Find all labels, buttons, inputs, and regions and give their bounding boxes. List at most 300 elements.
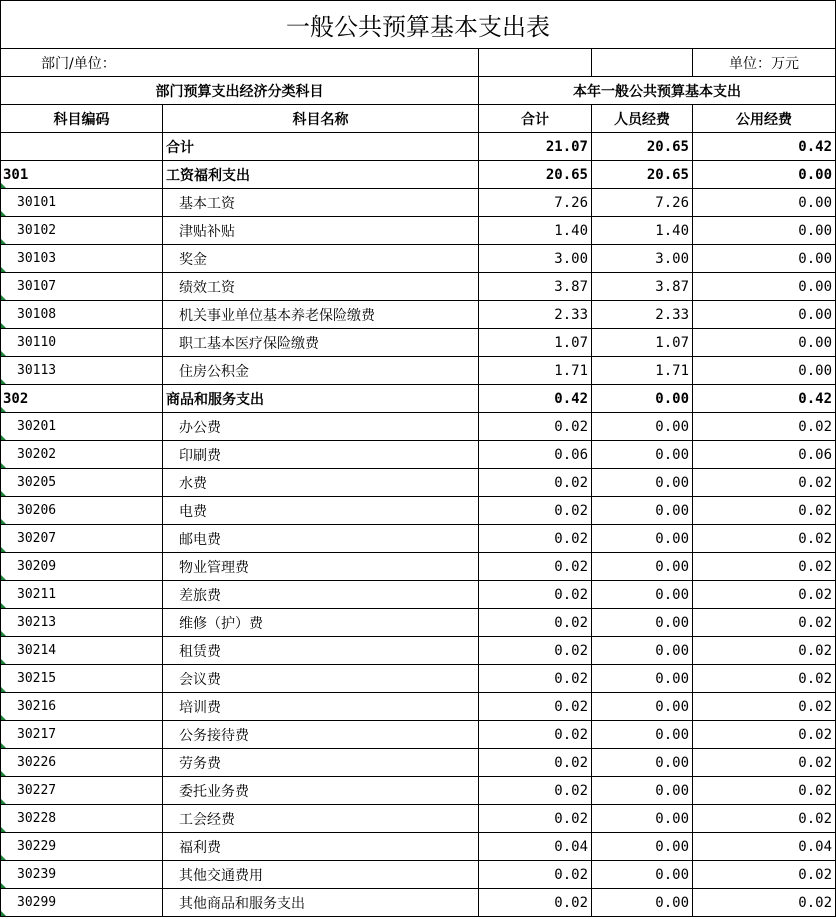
cell-total-text: 3.00	[554, 250, 588, 267]
cell-name	[163, 553, 479, 581]
cell-total	[479, 301, 592, 329]
cell-code-text: 30113	[17, 363, 57, 378]
cell-public-text: 0.04	[798, 838, 832, 855]
cell-total	[479, 525, 592, 553]
cell-code-text: 30229	[17, 839, 57, 854]
column-header-row	[1, 105, 836, 133]
cell-personnel-text: 0.00	[655, 474, 689, 491]
cell-public-text: 0.02	[798, 698, 832, 715]
cell-comment-marker-icon	[1, 519, 6, 524]
cell-public	[693, 889, 836, 917]
table-row	[1, 469, 836, 497]
cell-public-text: 0.00	[798, 334, 832, 351]
cell-comment-marker-icon	[1, 715, 6, 720]
cell-public-text: 0.42	[798, 390, 832, 407]
cell-personnel	[592, 665, 693, 693]
cell-code	[1, 273, 163, 301]
cell-code	[1, 861, 163, 889]
table-row	[1, 413, 836, 441]
cell-personnel	[592, 805, 693, 833]
cell-personnel-text: 0.00	[655, 558, 689, 575]
cell-name-text: 差旅费	[179, 587, 221, 604]
cell-public	[693, 665, 836, 693]
cell-total	[479, 833, 592, 861]
cell-public	[693, 749, 836, 777]
cell-code-text: 30209	[17, 559, 57, 574]
cell-name	[163, 833, 479, 861]
cell-public	[693, 133, 836, 161]
cell-name-text: 邮电费	[179, 531, 221, 548]
table-row	[1, 665, 836, 693]
cell-total	[479, 497, 592, 525]
cell-total-text: 0.02	[554, 782, 588, 799]
cell-public-text: 0.00	[798, 362, 832, 379]
cell-comment-marker-icon	[1, 323, 6, 328]
cell-total-text: 1.07	[554, 334, 588, 351]
cell-name-text: 办公费	[179, 419, 221, 436]
cell-public-text: 0.02	[798, 866, 832, 883]
cell-personnel	[592, 329, 693, 357]
cell-code	[1, 805, 163, 833]
table-row	[1, 693, 836, 721]
cell-total-text: 21.07	[545, 138, 588, 155]
cell-name-text: 会议费	[179, 671, 221, 688]
cell-personnel	[592, 777, 693, 805]
cell-name	[163, 525, 479, 553]
cell-name-text: 机关事业单位基本养老保险缴费	[179, 307, 375, 324]
table-row	[1, 525, 836, 553]
cell-public	[693, 329, 836, 357]
table-row	[1, 889, 836, 917]
cell-name-text: 维修（护）费	[179, 615, 263, 632]
cell-name	[163, 161, 479, 189]
cell-total	[479, 637, 592, 665]
cell-code-text: 30202	[17, 447, 57, 462]
cell-code	[1, 665, 163, 693]
cell-code-text: 30107	[17, 279, 57, 294]
cell-personnel-text: 0.00	[655, 726, 689, 743]
cell-public	[693, 721, 836, 749]
cell-name	[163, 245, 479, 273]
cell-public	[693, 385, 836, 413]
cell-comment-marker-icon	[1, 183, 6, 188]
cell-personnel-text: 0.00	[655, 390, 689, 407]
cell-personnel	[592, 693, 693, 721]
cell-code	[1, 301, 163, 329]
cell-public-text: 0.02	[798, 614, 832, 631]
cell-public	[693, 525, 836, 553]
cell-name-text: 其他交通费用	[179, 867, 263, 884]
cell-total-text: 1.71	[554, 362, 588, 379]
cell-code-text: 30217	[17, 727, 57, 742]
cell-total-text: 0.02	[554, 726, 588, 743]
cell-personnel-text: 0.00	[655, 502, 689, 519]
cell-code	[1, 889, 163, 917]
cell-personnel-text: 0.00	[655, 446, 689, 463]
cell-name	[163, 357, 479, 385]
cell-name-text: 培训费	[179, 699, 221, 716]
info-blank-cell	[592, 49, 693, 77]
table-row	[1, 133, 836, 161]
cell-code-text: 30103	[17, 251, 57, 266]
cell-name	[163, 133, 479, 161]
cell-total-text: 0.42	[554, 390, 588, 407]
cell-personnel-text: 3.00	[655, 250, 689, 267]
cell-code	[1, 749, 163, 777]
cell-comment-marker-icon	[1, 631, 6, 636]
cell-name	[163, 189, 479, 217]
cell-name	[163, 889, 479, 917]
table-row	[1, 301, 836, 329]
cell-public	[693, 833, 836, 861]
cell-personnel-text: 7.26	[655, 194, 689, 211]
cell-personnel	[592, 469, 693, 497]
header-name: 科目名称	[163, 105, 479, 133]
cell-comment-marker-icon	[1, 407, 6, 412]
cell-personnel	[592, 413, 693, 441]
cell-total-text: 20.65	[545, 166, 588, 183]
cell-total-text: 0.02	[554, 670, 588, 687]
table-row	[1, 189, 836, 217]
cell-comment-marker-icon	[1, 855, 6, 860]
cell-personnel	[592, 273, 693, 301]
cell-public-text: 0.02	[798, 586, 832, 603]
cell-name	[163, 721, 479, 749]
cell-public	[693, 553, 836, 581]
cell-comment-marker-icon	[1, 771, 6, 776]
cell-name	[163, 329, 479, 357]
cell-total-text: 3.87	[554, 278, 588, 295]
cell-personnel	[592, 749, 693, 777]
cell-total	[479, 329, 592, 357]
cell-public-text: 0.02	[798, 754, 832, 771]
cell-personnel	[592, 609, 693, 637]
cell-name-text: 印刷费	[179, 447, 221, 464]
header-public: 公用经费	[693, 105, 836, 133]
cell-public	[693, 777, 836, 805]
cell-name	[163, 777, 479, 805]
cell-total-text: 0.02	[554, 418, 588, 435]
cell-comment-marker-icon	[1, 827, 6, 832]
cell-code-text: 30110	[17, 335, 57, 350]
cell-code	[1, 777, 163, 805]
cell-code	[1, 189, 163, 217]
cell-personnel-text: 0.00	[655, 782, 689, 799]
table-row	[1, 329, 836, 357]
cell-personnel-text: 0.00	[655, 866, 689, 883]
cell-total-text: 0.02	[554, 866, 588, 883]
table-row	[1, 217, 836, 245]
cell-total	[479, 889, 592, 917]
cell-public-text: 0.02	[798, 418, 832, 435]
cell-total	[479, 441, 592, 469]
cell-name	[163, 217, 479, 245]
cell-name-text: 其他商品和服务支出	[179, 895, 305, 912]
cell-personnel	[592, 441, 693, 469]
table-row	[1, 385, 836, 413]
cell-code	[1, 553, 163, 581]
cell-total	[479, 665, 592, 693]
cell-comment-marker-icon	[1, 463, 6, 468]
cell-code-text: 30207	[17, 531, 57, 546]
cell-code	[1, 441, 163, 469]
cell-personnel-text: 0.00	[655, 530, 689, 547]
cell-personnel-text: 3.87	[655, 278, 689, 295]
cell-personnel	[592, 581, 693, 609]
cell-name-text: 劳务费	[179, 755, 221, 772]
cell-code	[1, 217, 163, 245]
cell-comment-marker-icon	[1, 547, 6, 552]
cell-name-text: 职工基本医疗保险缴费	[179, 335, 319, 352]
cell-code	[1, 581, 163, 609]
cell-public-text: 0.00	[798, 222, 832, 239]
cell-name-text: 住房公积金	[179, 363, 249, 380]
cell-public	[693, 357, 836, 385]
table-row	[1, 581, 836, 609]
cell-total-text: 7.26	[554, 194, 588, 211]
cell-personnel	[592, 721, 693, 749]
cell-name	[163, 273, 479, 301]
cell-public-text: 0.02	[798, 810, 832, 827]
cell-code	[1, 469, 163, 497]
cell-total	[479, 553, 592, 581]
cell-personnel	[592, 133, 693, 161]
cell-comment-marker-icon	[1, 295, 6, 300]
info-row	[1, 49, 836, 77]
cell-name-text: 奖金	[179, 251, 207, 268]
cell-code-text: 30206	[17, 503, 57, 518]
cell-public	[693, 441, 836, 469]
cell-comment-marker-icon	[1, 659, 6, 664]
cell-public	[693, 581, 836, 609]
cell-personnel-text: 0.00	[655, 642, 689, 659]
cell-code-text: 30215	[17, 671, 57, 686]
cell-name	[163, 693, 479, 721]
cell-personnel-text: 1.40	[655, 222, 689, 239]
table-row	[1, 245, 836, 273]
cell-total	[479, 581, 592, 609]
cell-code-text: 30108	[17, 307, 57, 322]
cell-total-text: 0.02	[554, 754, 588, 771]
cell-comment-marker-icon	[1, 267, 6, 272]
cell-public	[693, 189, 836, 217]
cell-total-text: 0.02	[554, 502, 588, 519]
cell-public	[693, 245, 836, 273]
cell-total	[479, 133, 592, 161]
cell-public	[693, 273, 836, 301]
cell-code-text: 30214	[17, 643, 57, 658]
cell-total	[479, 805, 592, 833]
cell-public	[693, 609, 836, 637]
cell-total-text: 0.02	[554, 698, 588, 715]
group-header-left: 部门预算支出经济分类科目	[1, 77, 479, 105]
cell-total-text: 2.33	[554, 306, 588, 323]
cell-code-text: 30205	[17, 475, 57, 490]
cell-total-text: 0.02	[554, 530, 588, 547]
cell-personnel	[592, 637, 693, 665]
table-row	[1, 273, 836, 301]
cell-total	[479, 217, 592, 245]
unit-label: 单位：万元	[693, 49, 836, 77]
cell-public-text: 0.00	[798, 194, 832, 211]
cell-total	[479, 189, 592, 217]
cell-name	[163, 861, 479, 889]
cell-public-text: 0.00	[798, 278, 832, 295]
cell-comment-marker-icon	[1, 883, 6, 888]
cell-name	[163, 749, 479, 777]
cell-personnel	[592, 217, 693, 245]
cell-total	[479, 721, 592, 749]
cell-personnel	[592, 497, 693, 525]
cell-code-text: 30239	[17, 867, 57, 882]
cell-comment-marker-icon	[1, 211, 6, 216]
table-row	[1, 497, 836, 525]
cell-personnel-text: 20.65	[646, 138, 689, 155]
table-row	[1, 609, 836, 637]
cell-total-text: 0.02	[554, 558, 588, 575]
cell-total	[479, 385, 592, 413]
cell-code	[1, 721, 163, 749]
cell-personnel-text: 0.00	[655, 614, 689, 631]
cell-name	[163, 581, 479, 609]
cell-name	[163, 665, 479, 693]
cell-code	[1, 161, 163, 189]
cell-public-text: 0.02	[798, 502, 832, 519]
cell-comment-marker-icon	[1, 379, 6, 384]
cell-public	[693, 693, 836, 721]
cell-name-text: 物业管理费	[179, 559, 249, 576]
cell-code	[1, 609, 163, 637]
cell-code	[1, 133, 163, 161]
cell-name-text: 绩效工资	[179, 279, 235, 296]
cell-public-text: 0.02	[798, 726, 832, 743]
cell-public	[693, 497, 836, 525]
cell-total	[479, 413, 592, 441]
cell-public	[693, 469, 836, 497]
cell-personnel	[592, 385, 693, 413]
cell-public-text: 0.00	[798, 250, 832, 267]
cell-code-text: 30201	[17, 419, 57, 434]
cell-comment-marker-icon	[1, 603, 6, 608]
cell-personnel	[592, 861, 693, 889]
cell-name-text: 租赁费	[179, 643, 221, 660]
cell-total	[479, 861, 592, 889]
cell-code-text: 30227	[17, 783, 57, 798]
cell-code-text: 30216	[17, 699, 57, 714]
cell-personnel-text: 0.00	[655, 418, 689, 435]
cell-code	[1, 693, 163, 721]
cell-public-text: 0.02	[798, 894, 832, 911]
cell-code	[1, 497, 163, 525]
cell-total-text: 0.02	[554, 810, 588, 827]
cell-name	[163, 413, 479, 441]
cell-personnel	[592, 245, 693, 273]
cell-code	[1, 637, 163, 665]
cell-personnel-text: 20.65	[646, 166, 689, 183]
cell-code-text: 30228	[17, 811, 57, 826]
cell-name	[163, 609, 479, 637]
cell-personnel-text: 1.71	[655, 362, 689, 379]
cell-code-text: 30101	[17, 195, 57, 210]
cell-name-text: 委托业务费	[179, 783, 249, 800]
cell-name-text: 电费	[179, 503, 207, 520]
cell-total	[479, 273, 592, 301]
cell-name-text: 水费	[179, 475, 207, 492]
cell-personnel-text: 1.07	[655, 334, 689, 351]
cell-total-text: 0.02	[554, 894, 588, 911]
cell-total-text: 0.06	[554, 446, 588, 463]
cell-comment-marker-icon	[1, 491, 6, 496]
group-header-right: 本年一般公共预算基本支出	[479, 77, 836, 105]
cell-personnel	[592, 525, 693, 553]
cell-name	[163, 469, 479, 497]
cell-total	[479, 749, 592, 777]
table-row	[1, 161, 836, 189]
cell-public	[693, 413, 836, 441]
cell-comment-marker-icon	[1, 799, 6, 804]
table-row	[1, 357, 836, 385]
cell-personnel	[592, 833, 693, 861]
cell-public-text: 0.02	[798, 670, 832, 687]
cell-name	[163, 637, 479, 665]
cell-personnel	[592, 161, 693, 189]
cell-public-text: 0.02	[798, 782, 832, 799]
cell-code-text: 30211	[17, 587, 57, 602]
cell-code	[1, 357, 163, 385]
table-row	[1, 777, 836, 805]
cell-public-text: 0.02	[798, 474, 832, 491]
cell-comment-marker-icon	[1, 351, 6, 356]
cell-total-text: 0.02	[554, 474, 588, 491]
cell-personnel-text: 0.00	[655, 586, 689, 603]
cell-code-text: 30226	[17, 755, 57, 770]
cell-public	[693, 805, 836, 833]
cell-comment-marker-icon	[1, 911, 6, 916]
cell-personnel	[592, 553, 693, 581]
cell-name-text: 基本工资	[179, 195, 235, 212]
cell-personnel-text: 2.33	[655, 306, 689, 323]
table-row	[1, 637, 836, 665]
cell-total	[479, 777, 592, 805]
cell-name-text: 津贴补贴	[179, 223, 235, 240]
cell-name-text: 工资福利支出	[166, 167, 250, 184]
cell-name-text: 工会经费	[179, 811, 235, 828]
table-row	[1, 861, 836, 889]
cell-code-text: 30102	[17, 223, 57, 238]
cell-personnel-text: 0.00	[655, 810, 689, 827]
cell-public	[693, 637, 836, 665]
cell-comment-marker-icon	[1, 435, 6, 440]
cell-personnel-text: 0.00	[655, 838, 689, 855]
page-title: 一般公共预算基本支出表	[1, 1, 836, 49]
cell-public-text: 0.02	[798, 642, 832, 659]
cell-total	[479, 469, 592, 497]
cell-name	[163, 805, 479, 833]
cell-public	[693, 861, 836, 889]
cell-personnel	[592, 301, 693, 329]
cell-public-text: 0.02	[798, 558, 832, 575]
cell-name	[163, 385, 479, 413]
cell-public-text: 0.00	[798, 166, 832, 183]
cell-name	[163, 301, 479, 329]
table-row	[1, 441, 836, 469]
cell-name-text: 合计	[166, 139, 194, 156]
cell-comment-marker-icon	[1, 575, 6, 580]
cell-public-text: 0.42	[798, 138, 832, 155]
cell-comment-marker-icon	[1, 239, 6, 244]
cell-name-text: 商品和服务支出	[166, 391, 264, 408]
cell-code-text: 301	[3, 166, 29, 183]
